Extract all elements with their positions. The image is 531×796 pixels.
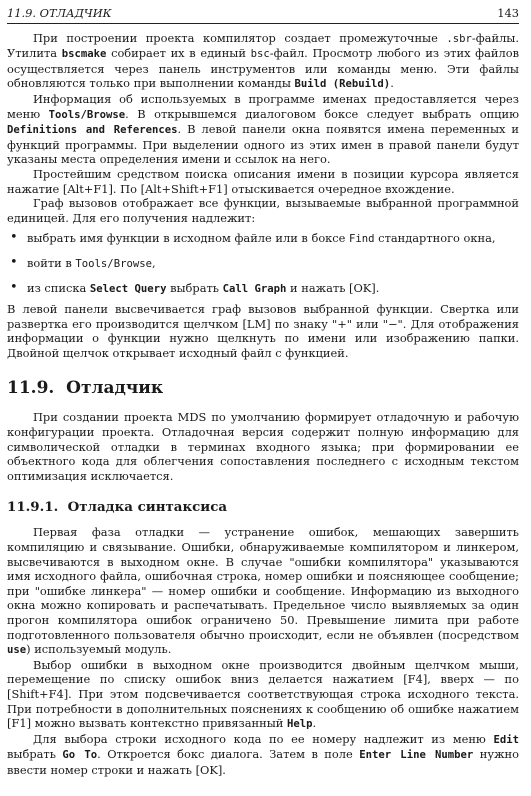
list-item: • из списка Select Query выбрать Call Graph и нажать [OK].: [7, 281, 519, 297]
section-heading: 11.9. Отладчик: [7, 378, 164, 399]
paragraph-alt-f1: Простейшим средством поиска описания имени в позиции курсора является нажатие [Alt+F1]. По [Alt+Shift+F1] отыскивается очередное вхождение.: [7, 166, 519, 196]
running-header: [7, 6, 519, 24]
paragraph-sbr-files: При построении проекта компилятор создает промежуточные .sbr-файлы. Утилита bscmake собирает их в единый bsc-файл. Просмотр любого из этих файлов осуществляется через панель инструментов или команды меню. Эти файлы обновляются только при выполнении команды Build (Rebuild).: [7, 30, 519, 91]
paragraph-graph-panel: В левой панели высвечивается граф вызовов выбранной функции. Свертка или развертка его производится щелчком [LM] по знаку "+" или "−". Для отображения информации о функции нужно щелкнуть по имени или изображению папки. Двойной щелчок открывает исходный файл с функцией.: [7, 302, 519, 360]
paragraph-syntax-errors: Первая фаза отладки — устранение ошибок, мешающих завершить компиляцию и связывание. Ошибки, обнаруживаемые компилятором и линкером, высвечиваются в выходном окне. В случае "ошибки компилятора" указываются имя исходного файла, ошибочная строка, номер ошибки и поясняющее сообщение; при "ошибке линкера" — номер ошибки и сообщение. Информацию из выходного окна можно копировать и распечатывать. Предельное число выявляемых за один прогон компилятора ошибок ограничено 50. Превышение лимита при работе подготовленного пользователя обычно происходит, если не объявлен (посредством use) используемый модуль.: [7, 525, 519, 657]
paragraph-call-graph: Граф вызовов отображает все функции, вызываемые выбранной программной единицей. Для его получения надлежит:: [7, 196, 519, 225]
paragraph-debug-config: При создании проекта MDS по умолчанию формирует отладочную и рабочую конфигурации проекта. Отладочная версия содержит полную информацию для символической отладки в терминах входного языка; при формировании ее объектного кода для облегчения сопоставления последнего с исходным текстом оптимизация исключается.: [7, 410, 519, 483]
list-item: • выбрать имя функции в исходном файле или в боксе Find стандартного окна,: [7, 231, 519, 247]
paragraph-browse-info: Информация об используемых в программе именах предоставляется через меню Tools/Browse. В открывшемся диалоговом боксе следует выбрать опцию Definitions and References. В левой панели окна появятся имена переменных и функций программы. При выделении одного из этих имен в правой панели будут указаны места определения имени и ссылок на него.: [7, 91, 520, 167]
call-graph-steps: [7, 231, 519, 296]
page-number: 143: [497, 6, 519, 20]
paragraph-go-to-line: Для выбора строки исходного кода по ее номеру надлежит из меню Edit выбрать Go To. Откроется бокс диалога. Затем в поле Enter Line Number нужно ввести номер строки и нажать [OK].: [7, 731, 519, 777]
running-title: 11.9. ОТЛАДЧИК: [7, 6, 112, 20]
list-item: • войти в Tools/Browse,: [7, 256, 519, 272]
paragraph-error-navigation: Выбор ошибки в выходном окне производится двойным щелчком мыши, перемещение по списку ошибок вниз делается нажатием [F4], вверх — по [Shift+F4]. При этом подсвечивается соответствующая строка исходного текста. При потребности в дополнительных пояснениях к сообщению об ошибке нажатием [F1] можно вызвать контекстно привязанный Help.: [7, 657, 519, 731]
subsection-heading: 11.9.1. Отладка синтаксиса: [7, 499, 228, 516]
